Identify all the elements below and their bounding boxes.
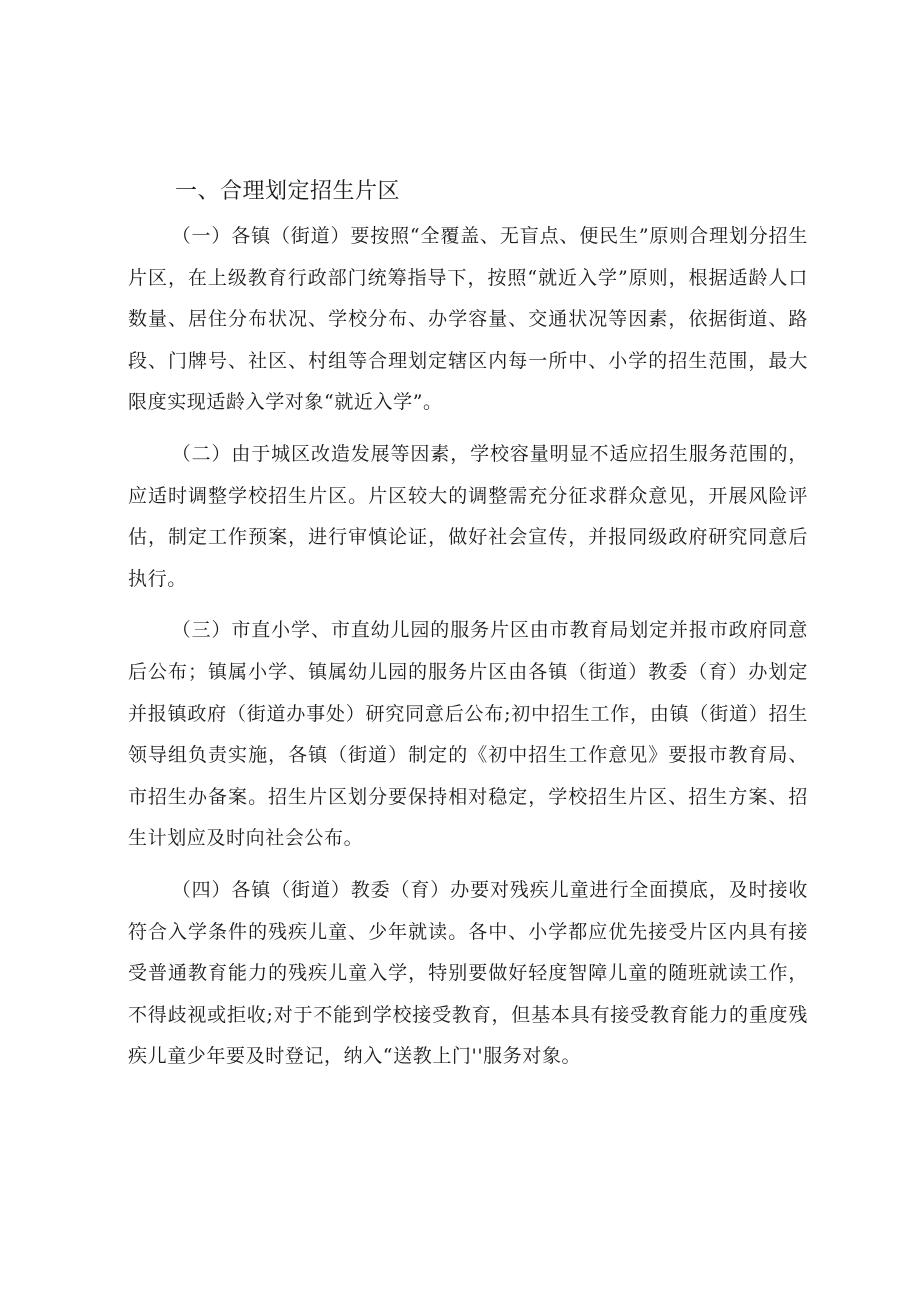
paragraph-3: （三）市直小学、市直幼儿园的服务片区由市教育局划定并报市政府同意后公布；镇属小学、镇属幼儿园的服务片区由各镇（街道）教委（育）办划定并报镇政府（街道办事处）研究同意后公布;初中招生工作，由镇（街道）招生领导组负责实施，各镇（街道）制定的《初中招生工作意见》要报市教育局、市招生办备案。招生片区划分要保持相对稳定，学校招生片区、招生方案、招生计划应及时向社会公布。 [128, 619, 808, 850]
section-body [128, 216, 808, 1088]
paragraph-4: （四）各镇（街道）教委（育）办要对残疾儿童进行全面摸底，及时接收符合入学条件的残疾儿童、少年就读。各中、小学都应优先接受片区内具有接受普通教育能力的残疾儿童入学，特别要做好轻度智障儿童的随班就读工作，不得歧视或拒收;对于不能到学校接受教育，但基本具有接受教育能力的重度残疾儿童少年要及时登记，纳入“送教上门''服务对象。 [128, 878, 808, 1068]
section-heading: 一、合理划定招生片区 [175, 179, 401, 204]
paragraph-1: （一）各镇（街道）要按照“全覆盖、无盲点、便民生”原则合理划分招生片区，在上级教育行政部门统筹指导下，按照“就近入学”原则，根据适龄人口数量、居住分布状况、学校分布、办学容量、交通状况等因素，依据街道、路段、门牌号、社区、村组等合理划定辖区内每一所中、小学的招生范围，最大限度实现适龄入学对象“就近入学”。 [128, 225, 808, 414]
paragraph-2: （二）由于城区改造发展等因素，学校容量明显不适应招生服务范围的，应适时调整学校招生片区。片区较大的调整需充分征求群众意见，开展风险评估，制定工作预案，进行审慎论证，做好社会宣传，并报同级政府研究同意后执行。 [128, 442, 808, 590]
